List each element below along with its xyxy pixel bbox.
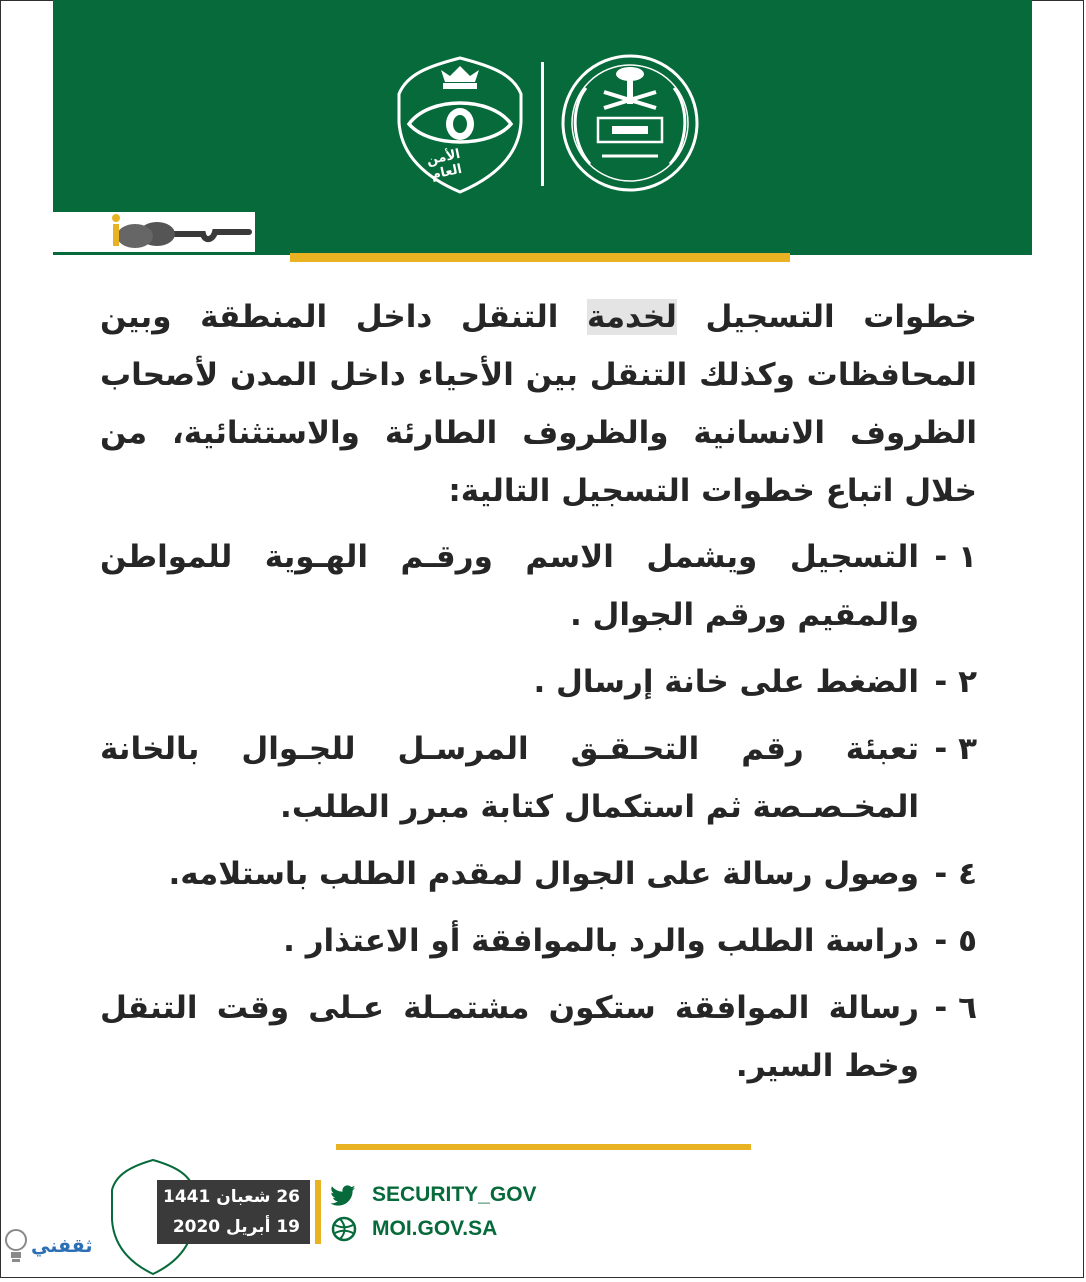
step-number: ١ - bbox=[934, 539, 977, 575]
twitter-handle: SECURITY_GOV bbox=[372, 1183, 537, 1206]
website-link[interactable] bbox=[330, 1212, 537, 1246]
ministry-of-interior-emblem bbox=[558, 52, 702, 194]
globe-icon bbox=[330, 1215, 358, 1243]
step-item bbox=[100, 979, 977, 1095]
public-security-logo-text: الأمن العام bbox=[425, 146, 464, 183]
step-item bbox=[100, 528, 977, 644]
step-number: ٦ - bbox=[934, 990, 977, 1026]
twitter-link[interactable] bbox=[330, 1178, 537, 1212]
date-gold-bar bbox=[315, 1180, 321, 1244]
twitter-icon bbox=[330, 1181, 358, 1209]
main-content bbox=[100, 288, 977, 1104]
step-item bbox=[100, 720, 977, 836]
step-number: ٣ - bbox=[934, 731, 977, 767]
lightbulb-icon bbox=[3, 1226, 29, 1266]
date-box bbox=[157, 1180, 310, 1244]
intro-highlight: لخدمة bbox=[587, 299, 677, 335]
step-text: الضغط على خانة إرسال . bbox=[533, 664, 919, 700]
header-gold-divider bbox=[290, 253, 790, 262]
bottom-watermark-text: ثقفني bbox=[31, 1235, 93, 1257]
hijri-date: 26 شعبان 1441 bbox=[163, 1187, 300, 1207]
step-number: ٥ - bbox=[934, 923, 977, 959]
bottom-watermark bbox=[3, 1226, 92, 1266]
step-item bbox=[100, 653, 977, 711]
site-watermark-logo bbox=[53, 212, 255, 252]
steps-list bbox=[100, 528, 977, 1095]
step-number: ٢ - bbox=[934, 664, 977, 700]
step-item bbox=[100, 845, 977, 903]
intro-text-start: خطوات التسجيل bbox=[676, 299, 978, 335]
intro-text-rest: التنقل داخل المنطقة وبين المحافظات وكذلك التنقل بين الأحياء داخل المدن لأصحاب الظروف الانسانية والظروف الطارئة والاستثنائية، من خلال اتباع خطوات التسجيل التالية: bbox=[100, 299, 977, 509]
step-text: التسجيل ويشمل الاسم ورقـم الهـوية للمواطن والمقيم ورقم الجوال . bbox=[100, 539, 919, 633]
logo-divider bbox=[541, 62, 544, 186]
footer-gold-divider bbox=[336, 1144, 751, 1150]
step-item bbox=[100, 912, 977, 970]
intro-paragraph bbox=[100, 288, 977, 520]
gregorian-date: 19 أبريل 2020 bbox=[172, 1217, 300, 1237]
website-url: MOI.GOV.SA bbox=[372, 1217, 498, 1240]
step-text: دراسة الطلب والرد بالموافقة أو الاعتذار . bbox=[283, 923, 919, 959]
social-links bbox=[330, 1178, 537, 1246]
step-text: رسالة الموافقة ستكون مشتمـلة عـلى وقت التنقل وخط السير. bbox=[100, 990, 919, 1084]
step-text: تعبئة رقم التحـقـق المرسـل للجـوال بالخانة المخـصـصة ثم استكمال كتابة مبرر الطلب. bbox=[100, 731, 919, 825]
step-text: وصول رسالة على الجوال لمقدم الطلب باستلامه. bbox=[168, 856, 919, 892]
step-number: ٤ - bbox=[934, 856, 977, 892]
